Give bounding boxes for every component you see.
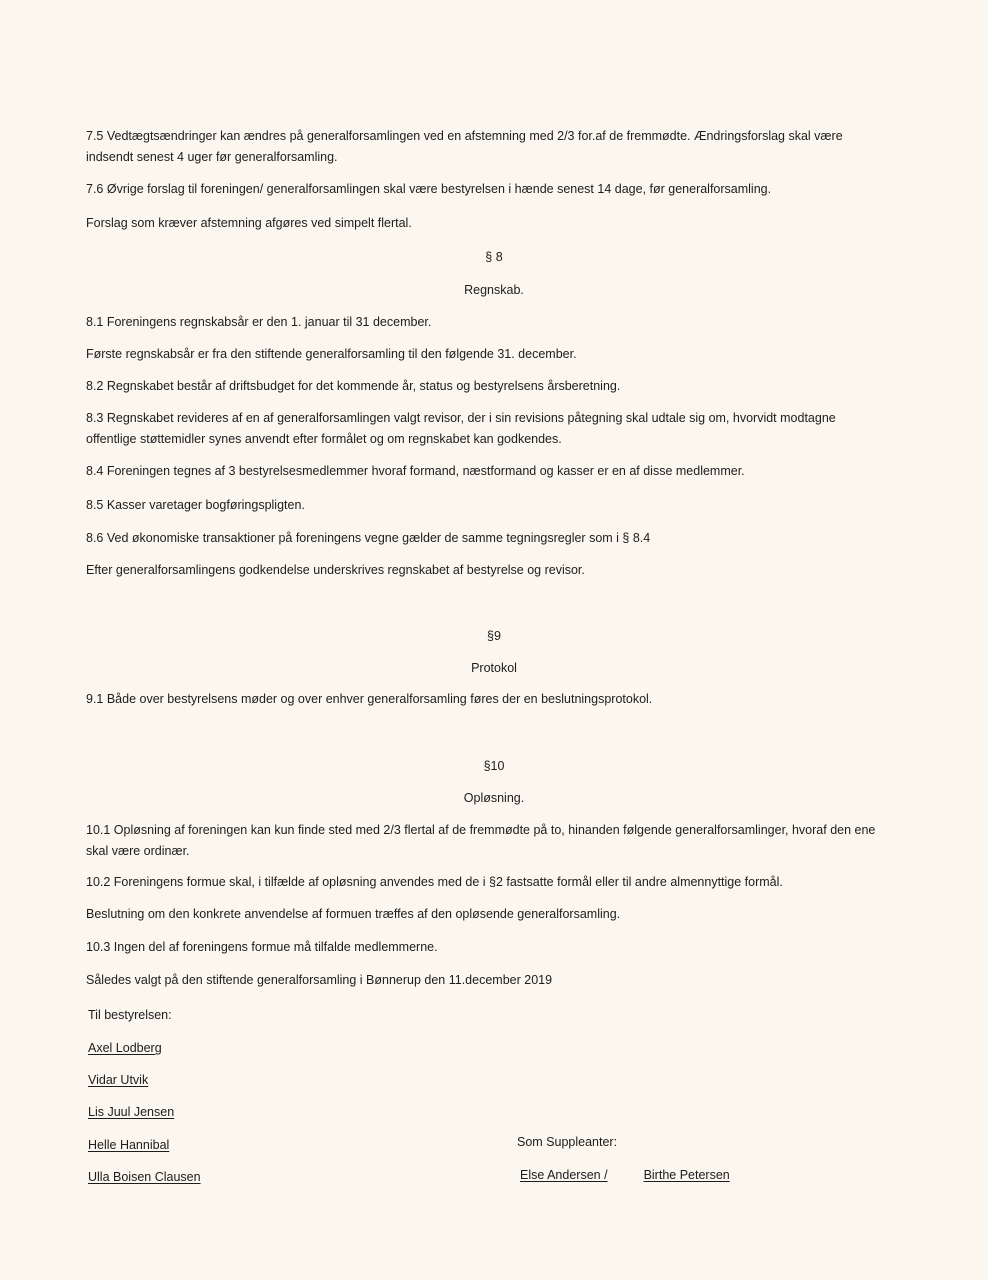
paragraph-10-3: 10.3 Ingen del af foreningens formue må tilfalde medlemmerne.: [86, 940, 438, 954]
paragraph-9-1: 9.1 Både over bestyrelsens møder og over enhver generalforsamling føres der en beslutningsprotokol.: [86, 692, 653, 706]
section-8-heading: § 8: [485, 250, 503, 264]
paragraph-approval: Efter generalforsamlingens godkendelse underskrives regnskabet af bestyrelse og revisor.: [86, 563, 585, 577]
substitutes-signature-line: [520, 1166, 745, 1184]
paragraph-decision: Beslutning om den konkrete anvendelse af formuen træffes af den opløsende generalforsamling.: [86, 907, 621, 921]
board-label: Til bestyrelsen:: [88, 1008, 172, 1022]
paragraph-8-3: 8.3 Regnskabet revideres af en af generalforsamlingen valgt revisor, der i sin revisions påtegning skal udtale sig om, hvorvidt modtagne offentlige støttemidler synes anvendt efter formålet og om regnskabet kan godkendes.: [86, 411, 836, 446]
substitute-signature: Else Andersen /: [520, 1168, 608, 1182]
paragraph-8-2: 8.2 Regnskabet består af driftsbudget for det kommende år, status og bestyrelsens årsberetning.: [86, 379, 621, 393]
section-9-title: Protokol: [471, 661, 517, 675]
paragraph-8-6: 8.6 Ved økonomiske transaktioner på foreningens vegne gælder de samme tegningsregler som i § 8.4: [86, 531, 651, 545]
board-member-signature: Helle Hannibal: [88, 1138, 170, 1152]
paragraph-8-4: 8.4 Foreningen tegnes af 3 bestyrelsesmedlemmer hvoraf formand, næstformand og kasser er en af disse medlemmer.: [86, 464, 745, 478]
paragraph-7-6: 7.6 Øvrige forslag til foreningen/ generalforsamlingen skal være bestyrelsen i hænde senest 14 dage, før generalforsamling.: [86, 182, 772, 196]
paragraph-simple-majority: Forslag som kræver afstemning afgøres ved simpelt flertal.: [86, 216, 412, 230]
paragraph-10-1: 10.1 Opløsning af foreningen kan kun finde sted med 2/3 flertal af de fremmødte på to, hinanden følgende generalforsamlinger, hvoraf den ene skal være ordinær.: [86, 823, 876, 858]
paragraph-8-1: 8.1 Foreningens regnskabsår er den 1. januar til 31 december.: [86, 315, 432, 329]
paragraph-10-2: 10.2 Foreningens formue skal, i tilfælde af opløsning anvendes med de i §2 fastsatte formål eller til andre almennyttige formål.: [86, 875, 783, 889]
board-member-signature: Axel Lodberg: [88, 1041, 162, 1055]
section-10-title: Opløsning.: [463, 791, 525, 805]
paragraph-adopted: Således valgt på den stiftende generalforsamling i Bønnerup den 11.december 2019: [86, 973, 553, 987]
board-member-signature: Ulla Boisen Clausen: [88, 1170, 201, 1184]
paragraph-7-5: 7.5 Vedtægtsændringer kan ændres på generalforsamlingen ved en afstemning med 2/3 for.af de fremmødte. Ændringsforslag skal være indsendt senest 4 uger før generalforsamling.: [86, 129, 843, 164]
board-member-signature: Vidar Utvik: [88, 1073, 149, 1087]
section-8-title: Regnskab.: [464, 283, 524, 297]
section-9-heading: §9: [487, 629, 501, 643]
paragraph-first-fiscal-year: Første regnskabsår er fra den stiftende generalforsamling til den følgende 31. december.: [86, 347, 577, 361]
substitute-signature: Birthe Petersen: [643, 1168, 730, 1182]
paragraph-8-5: 8.5 Kasser varetager bogføringspligten.: [86, 498, 305, 512]
section-10-heading: §10: [483, 759, 505, 773]
board-member-signature: Lis Juul Jensen: [88, 1105, 175, 1119]
substitutes-label: Som Suppleanter:: [517, 1135, 618, 1149]
